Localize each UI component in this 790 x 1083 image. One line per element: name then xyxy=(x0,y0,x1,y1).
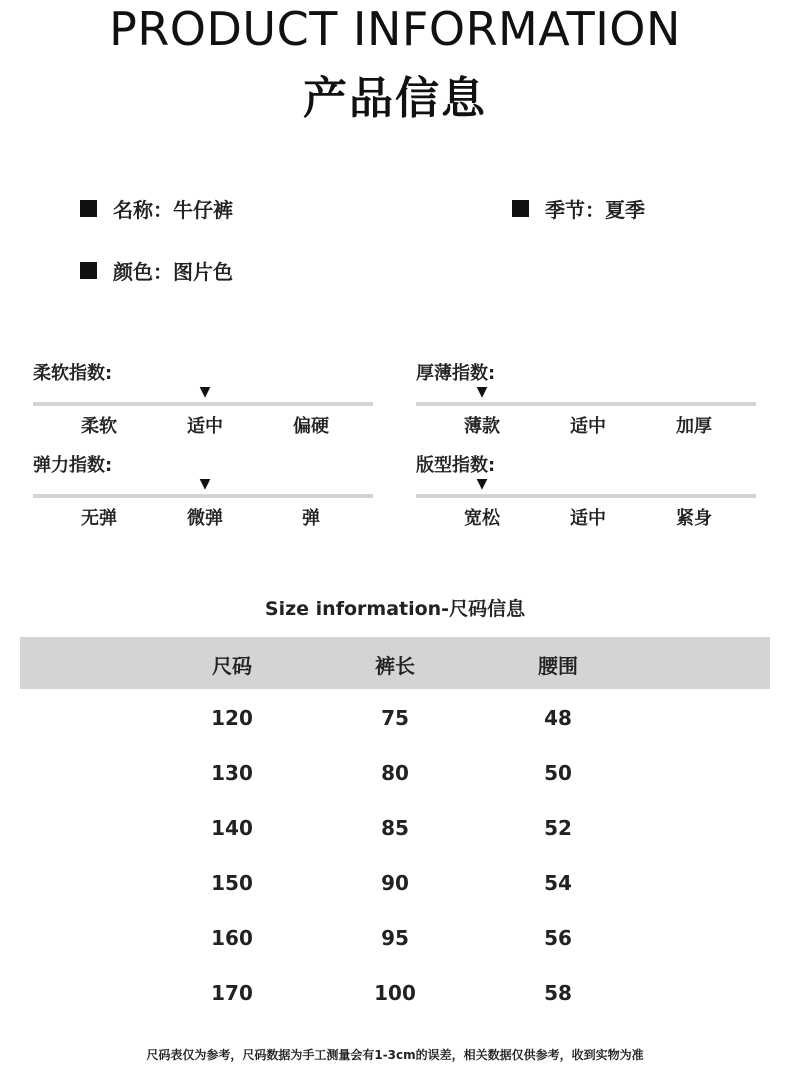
scale-option: 薄款 xyxy=(464,416,500,437)
scale-option: 适中 xyxy=(570,508,606,529)
scale-label: 版型指数: xyxy=(416,455,496,476)
info-season xyxy=(512,194,645,223)
size-table-header xyxy=(20,637,770,689)
info-season-text: 季节：夏季 xyxy=(545,198,645,222)
scale-label: 柔软指数: xyxy=(33,363,113,384)
info-name-text: 名称：牛仔裤 xyxy=(113,198,233,222)
table-cell: 58 xyxy=(544,981,572,1005)
selected-marker-icon: ▼ xyxy=(476,476,488,492)
table-cell: 90 xyxy=(381,871,409,895)
scale-option: 适中 xyxy=(570,416,606,437)
table-cell: 80 xyxy=(381,761,409,785)
info-color xyxy=(80,256,233,285)
table-cell: 100 xyxy=(374,981,416,1005)
scale-option: 适中 xyxy=(187,416,223,437)
scale-option: 紧身 xyxy=(676,508,712,529)
scale-option: 无弹 xyxy=(81,508,117,529)
bullet-square-icon xyxy=(80,262,97,279)
scale-bar xyxy=(33,402,373,406)
table-cell: 130 xyxy=(211,761,253,785)
selected-marker-icon: ▼ xyxy=(476,384,488,400)
table-cell: 140 xyxy=(211,816,253,840)
table-cell: 85 xyxy=(381,816,409,840)
table-cell: 54 xyxy=(544,871,572,895)
bullet-square-icon xyxy=(512,200,529,217)
table-cell: 56 xyxy=(544,926,572,950)
selected-marker-icon: ▼ xyxy=(199,476,211,492)
table-cell: 52 xyxy=(544,816,572,840)
scale-option: 宽松 xyxy=(464,508,500,529)
scale-option: 偏硬 xyxy=(293,416,329,437)
selected-marker-icon: ▼ xyxy=(199,384,211,400)
info-name xyxy=(80,194,233,223)
info-color-text: 颜色：图片色 xyxy=(113,260,233,284)
table-cell: 150 xyxy=(211,871,253,895)
page-title-en: PRODUCT INFORMATION xyxy=(109,2,681,56)
scale-bar xyxy=(33,494,373,498)
scale-label: 厚薄指数: xyxy=(416,363,496,384)
page-title-cn: 产品信息 xyxy=(303,73,487,124)
size-table-title: Size information-尺码信息 xyxy=(264,598,526,620)
scale-option: 柔软 xyxy=(81,416,117,437)
header-cell-size: 尺码 xyxy=(212,654,252,678)
table-cell: 95 xyxy=(381,926,409,950)
scale-option: 微弹 xyxy=(187,508,223,529)
table-cell: 170 xyxy=(211,981,253,1005)
scale-bar xyxy=(416,494,756,498)
table-cell: 75 xyxy=(381,706,409,730)
table-cell: 50 xyxy=(544,761,572,785)
table-cell: 48 xyxy=(544,706,572,730)
scale-option: 弹 xyxy=(302,508,320,529)
disclaimer-note: 尺码表仅为参考，尺码数据为手工测量会有1-3cm的误差，相关数据仅供参考，收到实物为准 xyxy=(146,1048,644,1062)
scale-option: 加厚 xyxy=(676,416,712,437)
header-cell-waist: 腰围 xyxy=(538,654,578,678)
bullet-square-icon xyxy=(80,200,97,217)
table-cell: 120 xyxy=(211,706,253,730)
header-cell-length: 裤长 xyxy=(375,654,415,678)
table-cell: 160 xyxy=(211,926,253,950)
scale-label: 弹力指数: xyxy=(33,455,113,476)
scale-bar xyxy=(416,402,756,406)
